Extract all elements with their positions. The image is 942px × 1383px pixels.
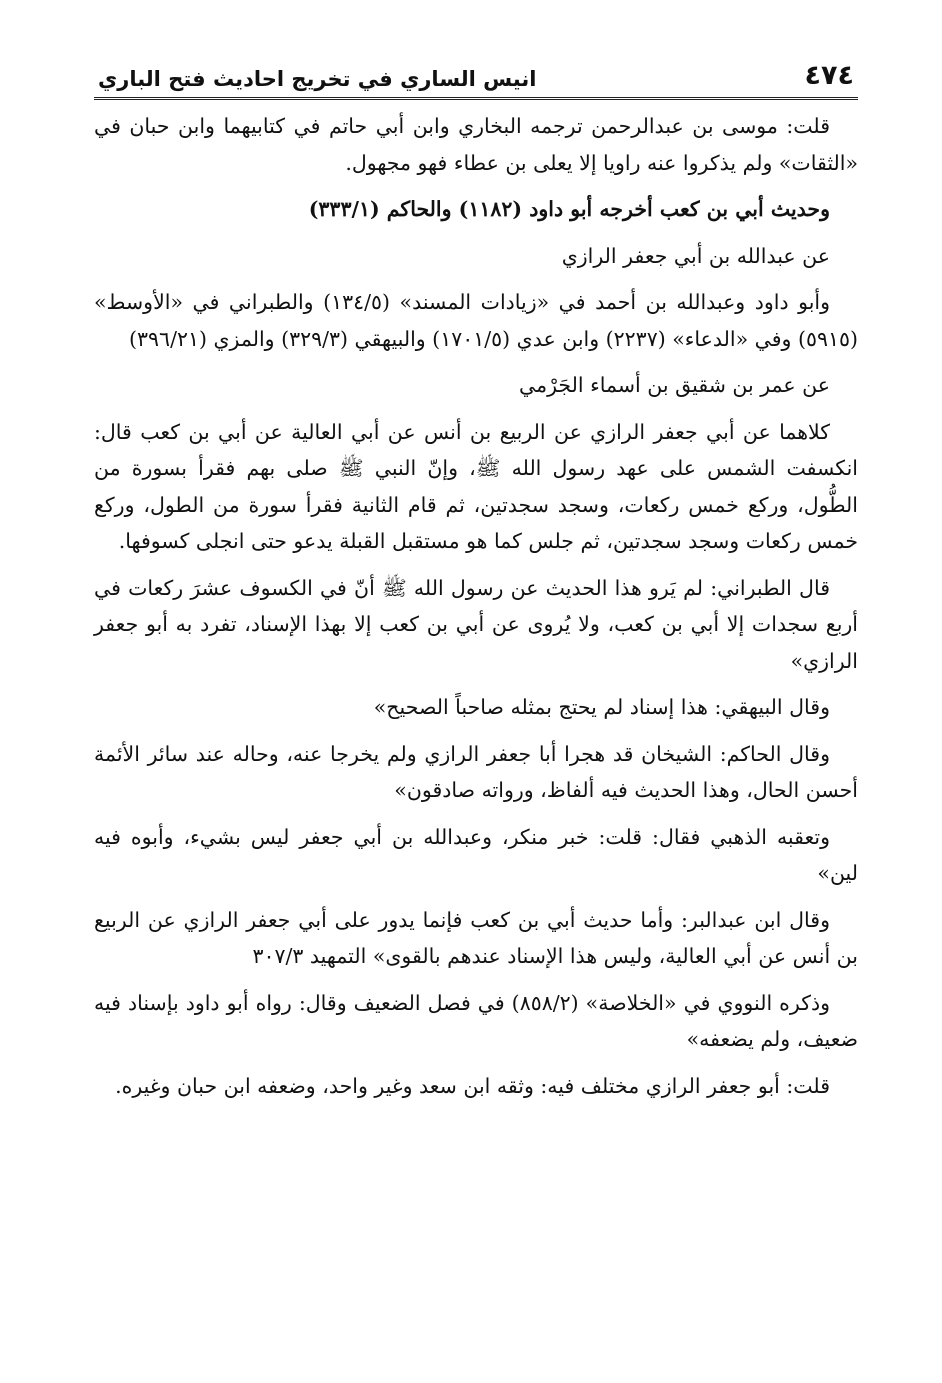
body-paragraph: قال الطبراني: لم يَرو هذا الحديث عن رسول الله ﷺ أنّ في الكسوف عشرَ ركعات في أربع سجدات إلا أبي بن كعب، ولا يُروى عن أبي بن كعب إلا بهذا الإسناد، تفرد به أبو جعفر الرازي» xyxy=(94,575,858,673)
running-title: انيس الساري في تخريج احاديث فتح الباري xyxy=(98,67,537,91)
page-body xyxy=(94,108,858,1104)
page-header xyxy=(94,60,858,100)
body-paragraph: كلاهما عن أبي جعفر الرازي عن الربيع بن أنس عن أبي العالية عن أبي بن كعب قال: انكسفت الشمس على عهد رسول الله ﷺ، وإنّ النبي ﷺ صلى بهم فقرأ بسورة من الطُّول، وركع خمس ركعات، وسجد سجدتين، ثم قام الثانية فقرأ سورة من الطول، وركع خمس ركعات وسجد سجدتين، ثم جلس كما هو مستقبل القبلة يدعو حتى انجلى كسوفها. xyxy=(94,419,858,553)
page-number: ٤٧٤ xyxy=(804,60,854,91)
body-paragraph: عن عبدالله بن أبي جعفر الرازي xyxy=(561,243,830,268)
body-paragraph: وحديث أبي بن كعب أخرجه أبو داود (١١٨٢) والحاكم (٣٣٣/١) xyxy=(308,197,830,221)
body-paragraph: قلت: أبو جعفر الرازي مختلف فيه: وثقه ابن سعد وغير واحد، وضعفه ابن حبان وغيره. xyxy=(115,1073,830,1098)
body-paragraph: وقال الحاكم: الشيخان قد هجرا أبا جعفر الرازي ولم يخرجا عنه، وحاله عند سائر الأئمة أحسن الحال، وهذا الحديث فيه ألفاظ، ورواته صادقون» xyxy=(94,741,858,802)
body-paragraph: وقال البيهقي: هذا إسناد لم يحتج بمثله صاحباً الصحيح» xyxy=(373,695,830,719)
body-paragraph: عن عمر بن شقيق بن أسماء الجَرْمي xyxy=(519,373,830,397)
body-paragraph: وأبو داود وعبدالله بن أحمد في «زيادات المسند» (١٣٤/٥) والطبراني في «الأوسط» (٥٩١٥) وفي «الدعاء» (٢٢٣٧) وابن عدي (١٧٠١/٥) والبيهقي (٣٢٩/٣) والمزي (٣٩٦/٢١) xyxy=(94,290,858,351)
body-paragraph: قلت: موسى بن عبدالرحمن ترجمه البخاري وابن أبي حاتم في كتابيهما وابن حبان في «الثقات» ولم يذكروا عنه راويا إلا يعلى بن عطاء فهو مجهول. xyxy=(94,114,858,175)
body-paragraph: وتعقبه الذهبي فقال: قلت: خبر منكر، وعبدالله بن أبي جعفر ليس بشيء، وأبوه فيه لين» xyxy=(94,824,858,885)
body-paragraph: وذكره النووي في «الخلاصة» (٨٥٨/٢) في فصل الضعيف وقال: رواه أبو داود بإسناد فيه ضعيف، ولم يضعفه» xyxy=(94,990,858,1051)
body-paragraph: وقال ابن عبدالبر: وأما حديث أبي بن كعب فإنما يدور على أبي جعفر الرازي عن الربيع بن أنس عن أبي العالية، وليس هذا الإسناد عندهم بالقوى» التمهيد ٣٠٧/٣ xyxy=(94,907,858,968)
